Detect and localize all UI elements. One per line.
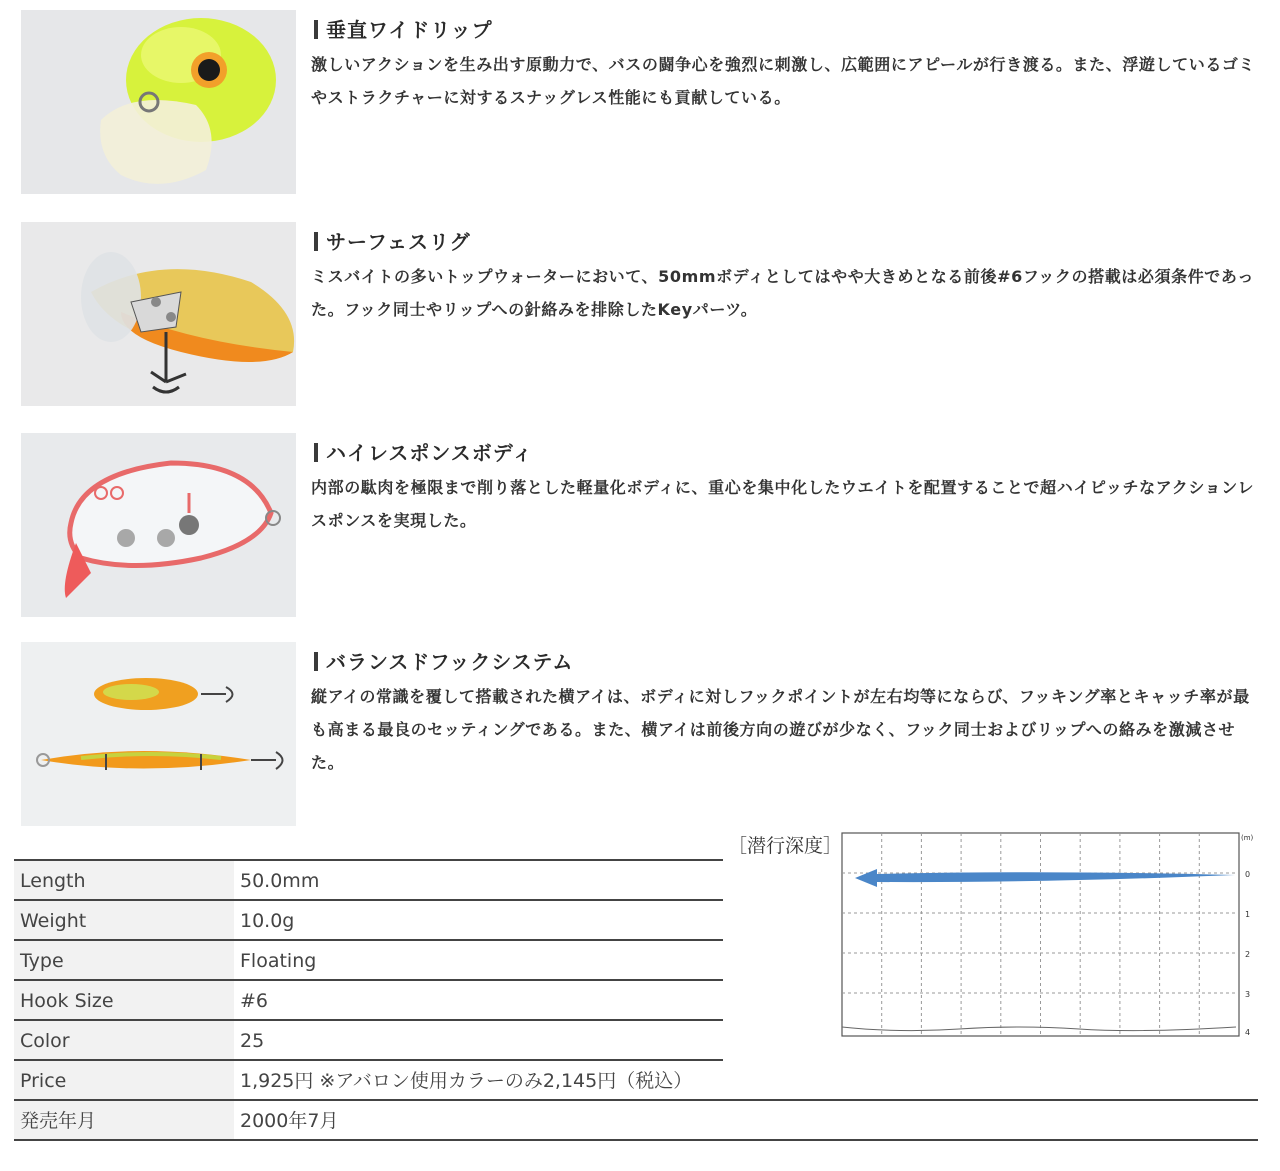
lure-top-photo — [21, 642, 296, 826]
feature-description: 激しいアクションを生み出す原動力で、バスの闘争心を強烈に刺激し、広範囲にアピールが行き渡る。また、浮遊しているゴミやストラクチャーに対するスナッグレス性能にも貢献している。 — [311, 55, 1256, 107]
spec-value: 2000年7月 — [240, 1110, 339, 1132]
feature-description: 縦アイの常識を覆して搭載された横アイは、ボディに対しフックポイントが左右均等にならび、フッキング率とキャッチ率が最も高まる最良のセッティングである。また、横アイは前後方向の遊びが少なく、フック同士およびリップへの絡みを激減させた。 — [311, 687, 1250, 772]
feature-title: ハイレスポンスボディ — [314, 437, 533, 466]
spec-value: #6 — [240, 990, 269, 1012]
feature-description: 内部の駄肉を極限まで削り落とした軽量化ボディに、重心を集中化したウエイトを配置することで超ハイピッチなアクションレスポンスを実現した。 — [311, 478, 1255, 530]
feature-wide-lip — [0, 10, 1280, 200]
spec-value: 50.0mm — [240, 870, 320, 892]
depth-chart — [839, 830, 1269, 1040]
spec-key: Length — [14, 861, 234, 899]
spec-row-hook-size — [14, 981, 723, 1021]
lure-body-photo — [21, 433, 296, 617]
spec-value: Floating — [240, 950, 317, 972]
feature-high-response-body — [0, 433, 1280, 623]
depth-tick: 1 — [1245, 910, 1251, 919]
lure-lip-image — [21, 10, 296, 194]
depth-tick: 4 — [1245, 1028, 1251, 1037]
spec-value: 10.0g — [240, 910, 295, 932]
feature-title: 垂直ワイドリップ — [314, 14, 493, 43]
spec-key: Hook Size — [14, 981, 234, 1019]
lure-side-photo — [21, 222, 296, 406]
feature-surface-rig — [0, 222, 1280, 412]
depth-tick: 2 — [1245, 950, 1251, 959]
spec-row-release-date — [14, 1101, 1258, 1141]
depth-chart-label: ［潜行深度］ — [728, 835, 843, 857]
spec-row-length — [14, 861, 723, 901]
spec-row-weight — [14, 901, 723, 941]
depth-tick: 0 — [1245, 870, 1251, 879]
spec-value: 25 — [240, 1030, 265, 1052]
spec-key: Type — [14, 941, 234, 979]
feature-title: バランスドフックシステム — [314, 646, 573, 675]
feature-description: ミスバイトの多いトップウォーターにおいて、50mmボディとしてはやや大きめとなる前後#6フックの搭載は必須条件であった。フック同士やリップへの針絡みを排除したKeyパーツ。 — [311, 267, 1254, 319]
feature-balanced-hook-system — [0, 642, 1280, 832]
lure-side-image — [21, 222, 296, 406]
spec-value: 1,925円 ※アバロン使用カラーのみ2,145円（税込） — [240, 1070, 693, 1092]
spec-key: Price — [14, 1061, 234, 1099]
lure-body-image — [21, 433, 296, 617]
spec-row-price — [14, 1061, 1258, 1101]
spec-row-type — [14, 941, 723, 981]
lure-top-image — [21, 642, 296, 826]
spec-key: Weight — [14, 901, 234, 939]
spec-key: Color — [14, 1021, 234, 1059]
spec-row-color — [14, 1021, 723, 1061]
depth-unit: (m) — [1241, 834, 1254, 842]
spec-key: 発売年月 — [14, 1101, 234, 1139]
depth-tick: 3 — [1245, 990, 1251, 999]
feature-title: サーフェスリグ — [314, 226, 471, 255]
depth-chart-svg — [839, 830, 1269, 1040]
lure-lip-photo — [21, 10, 296, 194]
